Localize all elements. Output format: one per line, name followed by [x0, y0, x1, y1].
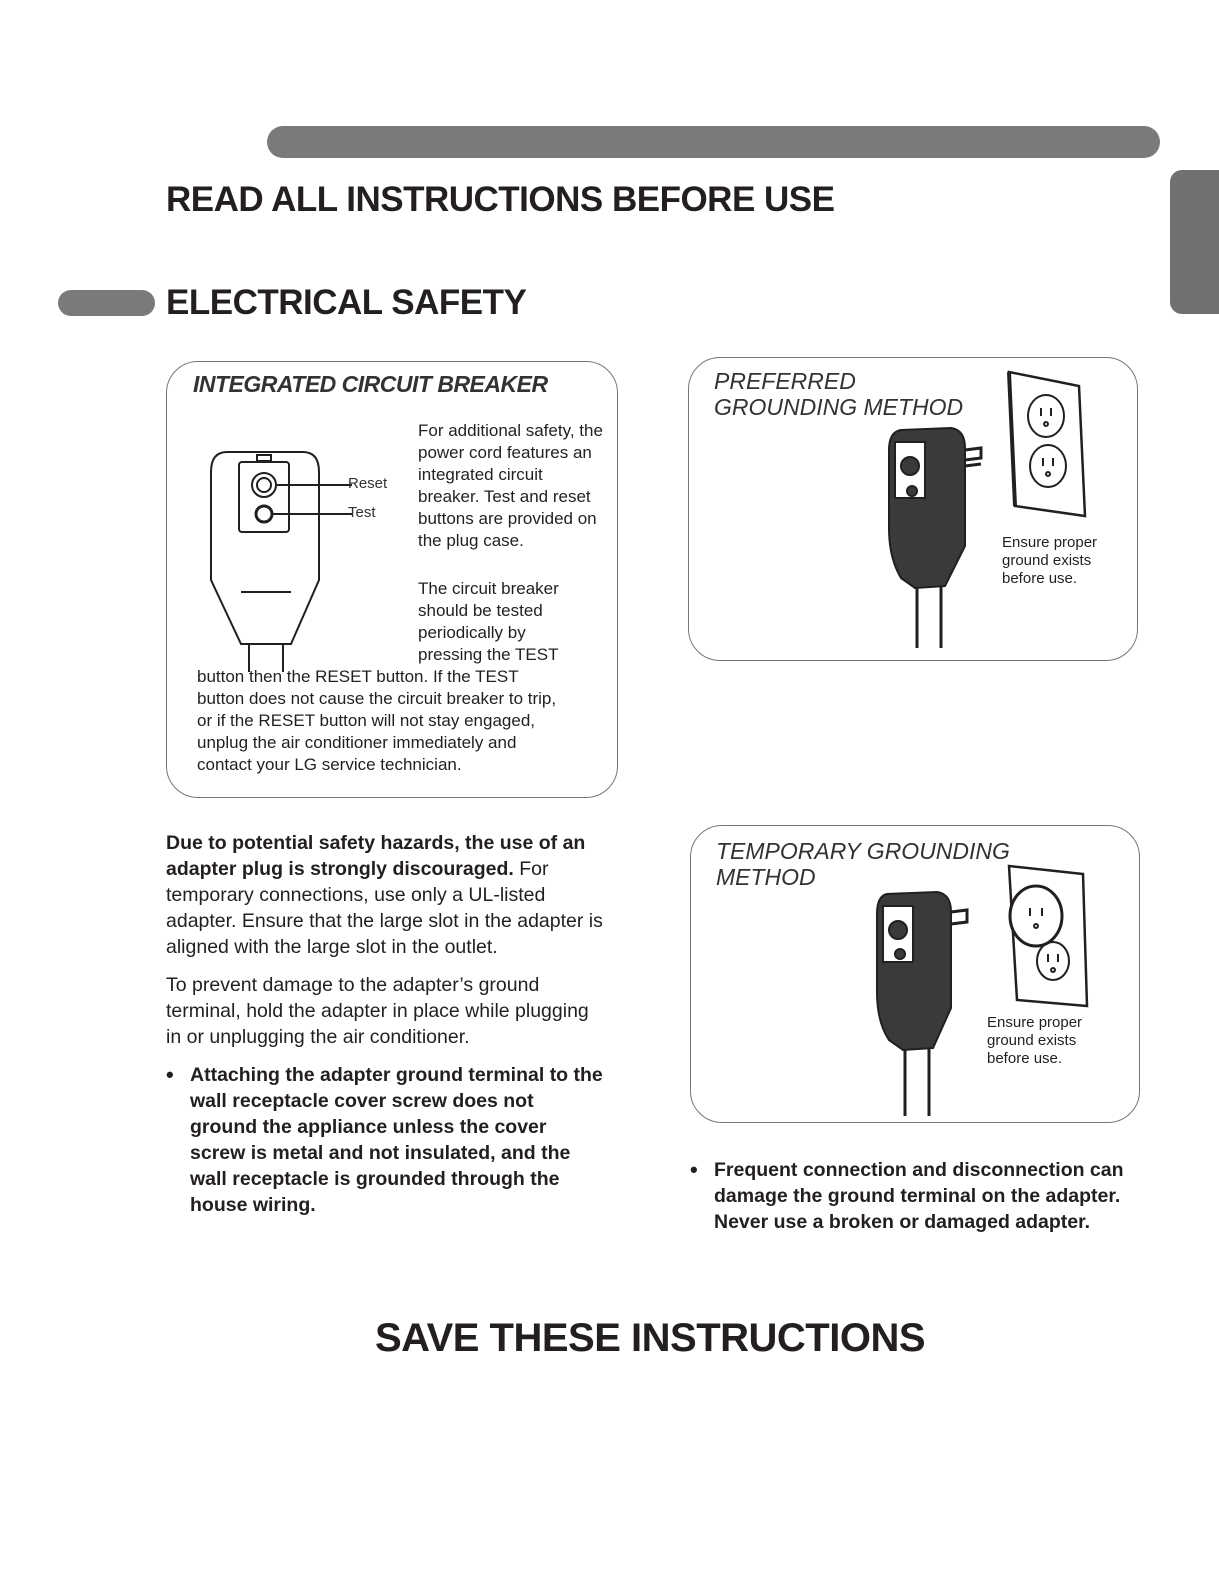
preferred-grounding-box [688, 357, 1138, 661]
adapter-instructions: For temporary connections, use only a UL-listed adapter. Ensure that the large slot in the adapter is aligned with the large slot in the outlet. [166, 858, 603, 958]
temporary-note: Ensure proper ground exists before use. [987, 1014, 1083, 1067]
circuit-breaker-title: INTEGRATED CIRCUIT BREAKER [193, 371, 548, 397]
adapter-intro [166, 830, 606, 960]
adapter-warning-text [166, 830, 606, 1218]
preferred-title-line2: GROUNDING METHOD [714, 394, 964, 420]
grounded-outlet-illustration-icon [689, 358, 1139, 662]
right-bullet-list [690, 1157, 1130, 1235]
adapter-outlet-illustration-icon [691, 826, 1141, 1124]
header-bar [267, 126, 1160, 158]
preferred-note: Ensure proper ground exists before use. [1002, 534, 1098, 587]
ground-terminal-paragraph: To prevent damage to the adapter’s ground terminal, hold the adapter in place while plugging in or unplugging the air conditioner. [166, 974, 589, 1048]
preferred-title-line1: PREFERRED [714, 368, 856, 394]
list-item: • Attaching the adapter ground terminal to the wall receptacle cover screw does not ground the appliance unless the cover screw is metal and not insulated, and the wall receptacle is grounded through the house wiring. [190, 1062, 606, 1218]
list-item: • Frequent connection and disconnection can damage the ground terminal on the adapter. Never use a broken or damaged adapter. [714, 1157, 1130, 1235]
section-title: ELECTRICAL SAFETY [166, 283, 527, 322]
side-tab [1170, 170, 1219, 314]
adapter-warning-bold: Due to potential safety hazards, the use of an adapter plug is strongly discouraged. [166, 832, 586, 880]
test-label: Test [348, 504, 376, 521]
page-title: READ ALL INSTRUCTIONS BEFORE USE [166, 180, 835, 219]
save-instructions-heading: SAVE THESE INSTRUCTIONS [374, 1316, 926, 1360]
section-marker [58, 290, 155, 316]
reset-label: Reset [348, 475, 388, 492]
circuit-breaker-box [166, 361, 618, 798]
breaker-test-instructions-continued: button then the RESET button. If the TEST button does not cause the circuit breaker to trip, or if the RESET button will not stay engaged, unplug the air conditioner immediately and contact your LG service technician. [197, 667, 557, 774]
temporary-grounding-box [690, 825, 1140, 1123]
breaker-test-instructions: The circuit breaker should be tested periodically by pressing the TEST [418, 579, 559, 664]
left-bullet-list [166, 1062, 606, 1218]
temporary-title-line2: METHOD [716, 864, 816, 890]
right-bullet-text [690, 1157, 1130, 1235]
breaker-description: For additional safety, the power cord features an integrated circuit breaker. Test and reset buttons are provided on the plug case. [418, 421, 603, 550]
temporary-title-line1: TEMPORARY GROUNDING [716, 838, 1010, 864]
